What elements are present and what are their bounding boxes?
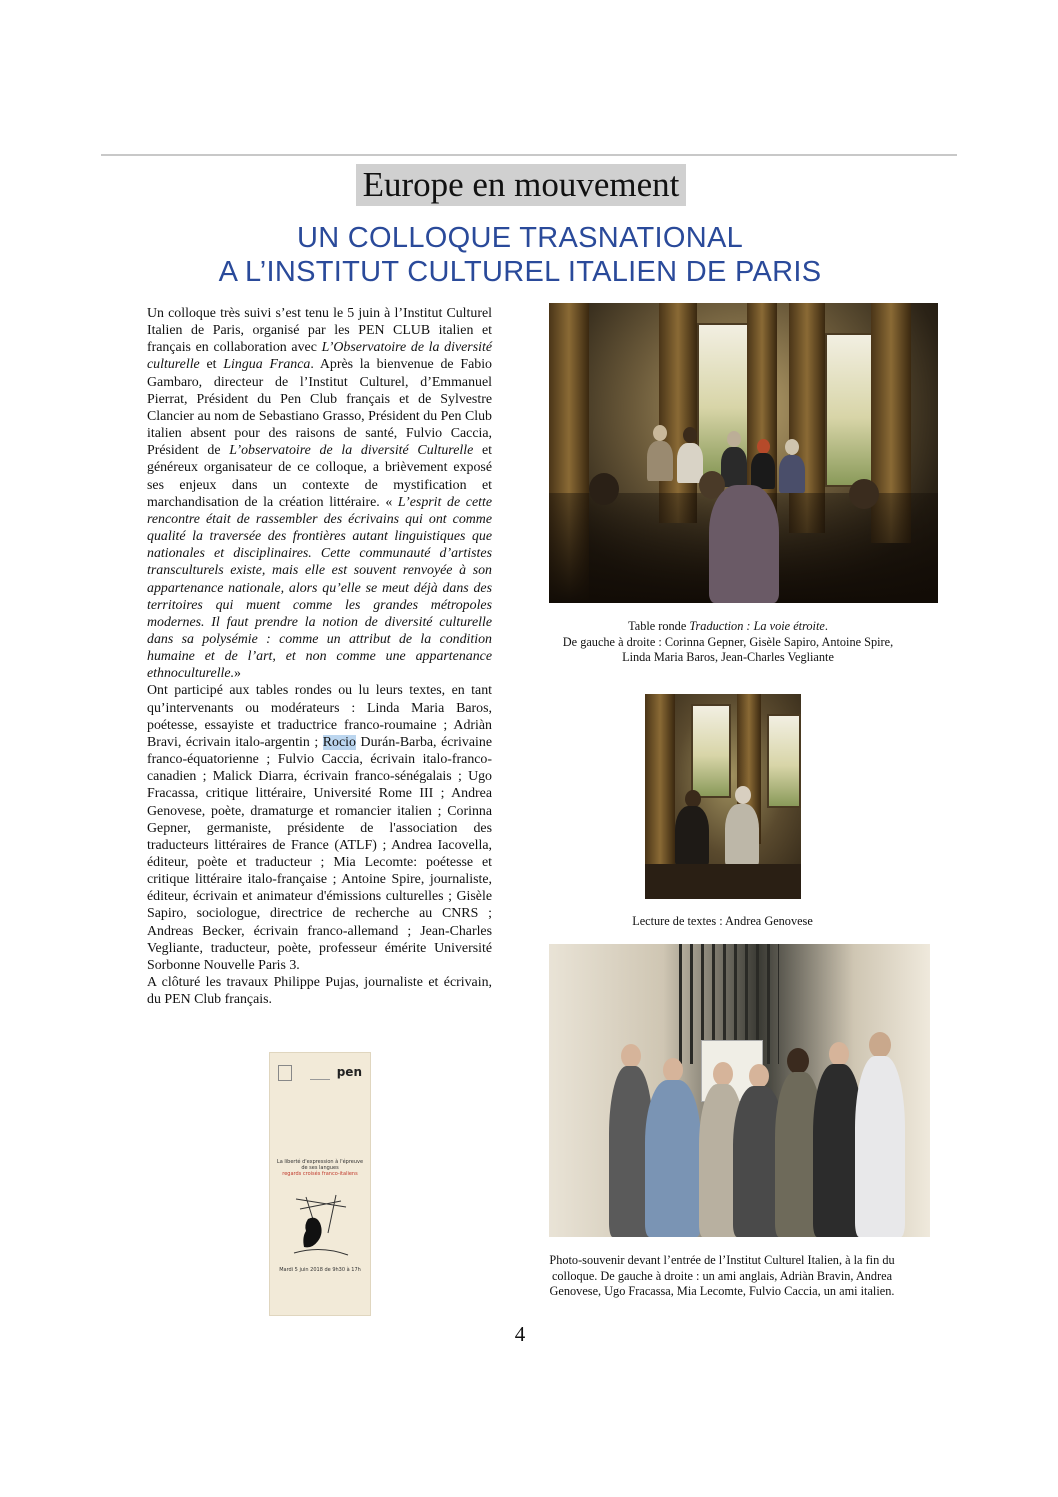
window [825, 333, 875, 487]
poster-subtitle: regards croisés franco-italiens [282, 1171, 358, 1177]
photo-reading [645, 694, 801, 899]
institute-logo-icon [278, 1065, 292, 1081]
article-body [147, 305, 492, 1008]
headline-line-2: A L’INSTITUT CULTUREL ITALIEN DE PARIS [218, 256, 822, 288]
person [829, 1042, 849, 1066]
speaker [779, 455, 805, 493]
speaker [757, 439, 770, 454]
person [645, 1080, 701, 1237]
headline-line-1: UN COLLOQUE TRASNATIONAL [296, 222, 744, 254]
audience-member [849, 479, 879, 509]
person [869, 1032, 891, 1058]
poster-title: La liberté d'expression à l'épreuve de ses langues [276, 1159, 364, 1171]
article-paragraph-closing: A clôturé les travaux Philippe Pujas, journaliste et écrivain, du PEN Club français. [147, 975, 492, 1008]
window [767, 714, 801, 808]
sketch-illustration-icon [286, 1189, 356, 1261]
section-title: Europe en mouvement [356, 164, 686, 206]
header-rule [101, 154, 957, 156]
poster-date: Mardi 5 juin 2018 de 9h30 à 17h [279, 1267, 361, 1273]
event-poster [269, 1052, 371, 1316]
reader [735, 786, 751, 804]
highlighted-text[interactable]: Rocio [322, 734, 356, 750]
speaker [677, 443, 703, 483]
reader [725, 804, 759, 866]
article-paragraph-intro: Un colloque très suivi s’est tenu le 5 juin à l’Institut Culturel Italien de Paris, organisé par les PEN CLUB italien et français en collaboration avec L’Observatoire de la diversité culturelle et Lingua Franca. Après la bienvenue de Fabio Gambaro, directeur de l’Institut Culturel, d’Emmanuel Pierrat, Président du Pen Club français et de Sylvestre Clancier au nom de Sebastiano Grasso, Président du Pen Club italien absent pour des raisons de santé, Fulvio Caccia, Président de L’observatoire de la diversité Culturelle et généreux organisateur de ce colloque, a brièvement exposé ses enjeux dans un contexte de mystification et marchandisation de la création littéraire. « L’esprit de cette rencontre était de rassembler des écrivains qui ont comme qualité la traversée des frontières autant linguistiques que nationales et disciplinaires. Cette communauté d’artistes transculturels existe, mais elle est souvent renvoyée à son appartenance nationale, alors qu’elle se meut déjà dans des territoires qui muent comme les grandes métropoles modernes. Il faut prendre la notion de diversité culturelle dans sa polysémie : comme un attribut de la condition humaine et de l’art, et non comme une appartenance ethnoculturelle.» [147, 306, 492, 682]
speaker [683, 427, 697, 443]
photo-round-table [549, 303, 938, 603]
person [787, 1048, 809, 1074]
speaker [653, 425, 667, 441]
person [749, 1064, 769, 1088]
person [855, 1056, 905, 1237]
page-number: 4 [514, 1322, 526, 1346]
quote: L’esprit de cette rencontre était de rassembler des écrivains qui ont comme qualité la traversée des frontières autant linguistiques que nationales et disciplinaires. Cette communauté d’artistes transculturels existe, mais elle est souvent renvoyée à son appartenance nationale, alors qu’elle se meut déjà dans des territoires qui muent comme les grandes métropoles modernes. Il faut prendre la notion de diversité culturelle dans sa polysémie : comme un attribut de la condition humaine et de l’art, et non comme une appartenance ethnoculturelle. [147, 494, 492, 682]
speaker [727, 431, 741, 447]
speaker [751, 453, 775, 489]
observatoire-logo-icon [310, 1065, 330, 1080]
article-paragraph-participants: Ont participé aux tables rondes ou lu leurs textes, en tant qu’intervenants ou modérateurs : Linda Maria Baros, poétesse, essayiste et traductrice franco-roumaine ; Adriàn Bravi, écrivain italo-argentin ; Rocio Durán-Barba, écrivaine franco-équatorienne ; Fulvio Caccia, écrivain italo-franco-canadien ; Malick Diarra, écrivain franco-sénégalais ; Ugo Fracassa, critique littéraire, Université Rome III ; Andrea Genovese, poète, dramaturge et romancier italien ; Corinna Gepner, germaniste, présidente de l'association des traducteurs littéraires de France (ATLF) ; Andrea Iacovella, éditeur, poète et traducteur ; Mia Lecomte: poétesse et critique littéraire italo-française ; Antoine Spire, journaliste, éditeur, écrivain et animateur d'émissions culturelles ; Gisèle Sapiro, sociologue, directrice de recherche au CNRS ; Andreas Becker, écrivain franco-allemand ; Jean-Charles Vegliante, traducteur, poète, professeur émérite Université Sorbonne Nouvelle Paris 3. [147, 683, 493, 973]
curtain [659, 303, 697, 523]
speaker [721, 447, 747, 487]
caption-reading: Lecture de textes : Andrea Genovese [632, 914, 813, 928]
pen-logo: pen [336, 1065, 362, 1079]
caption-round-table: Table ronde Traduction : La voie étroite. De gauche à droite : Corinna Gepner, Gisèle Sapiro, Antoine Spire, Linda Maria Baros, Jean-Charles Vegliante [562, 619, 894, 665]
person [713, 1062, 733, 1086]
window [691, 704, 731, 798]
speaker [647, 441, 673, 481]
person [663, 1058, 683, 1082]
photo-group [549, 944, 930, 1237]
audience-member [709, 485, 779, 603]
speaker [785, 439, 799, 455]
floor [645, 864, 801, 899]
person [621, 1044, 641, 1068]
reader [675, 806, 709, 866]
caption-group: Photo-souvenir devant l’entrée de l’Institut Culturel Italien, à la fin du colloque. De gauche à droite : un ami anglais, Adriàn Bravin, Andrea Genovese, Ugo Fracassa, Mia Lecomte, Fulvio Caccia, un ami italien. [549, 1253, 895, 1299]
audience-member [589, 473, 619, 505]
